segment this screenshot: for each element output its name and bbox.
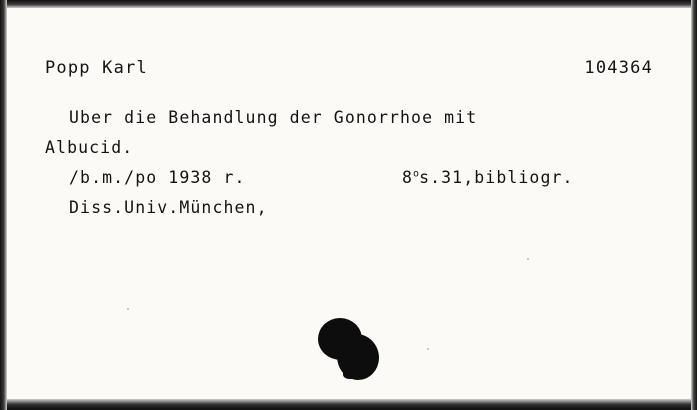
extent-format-superscript: o: [413, 168, 420, 180]
card-bottom-edge: [0, 399, 697, 410]
dissertation-note: Diss.Univ.München,: [69, 198, 268, 217]
card-paper-surface: [7, 8, 691, 399]
imprint-statement: /b.m./po 1938 r.: [69, 168, 246, 187]
card-top-edge: [0, 0, 697, 8]
card-right-edge: [691, 0, 697, 410]
paper-speck: [527, 258, 529, 260]
call-number: 104364: [584, 58, 653, 78]
title-line-2: Albucid.: [45, 138, 134, 157]
title-line-1: Uber die Behandlung der Gonorrhoe mit: [69, 108, 478, 127]
paper-speck: [427, 348, 429, 350]
extent-pages: s.31,bibliogr.: [419, 168, 574, 187]
extent-format: 8: [402, 168, 414, 187]
author-name: Popp Karl: [45, 58, 148, 78]
card-left-edge: [0, 0, 7, 410]
extent-statement: [402, 168, 574, 187]
paper-speck: [127, 308, 129, 310]
card-text-layer: [7, 8, 691, 399]
